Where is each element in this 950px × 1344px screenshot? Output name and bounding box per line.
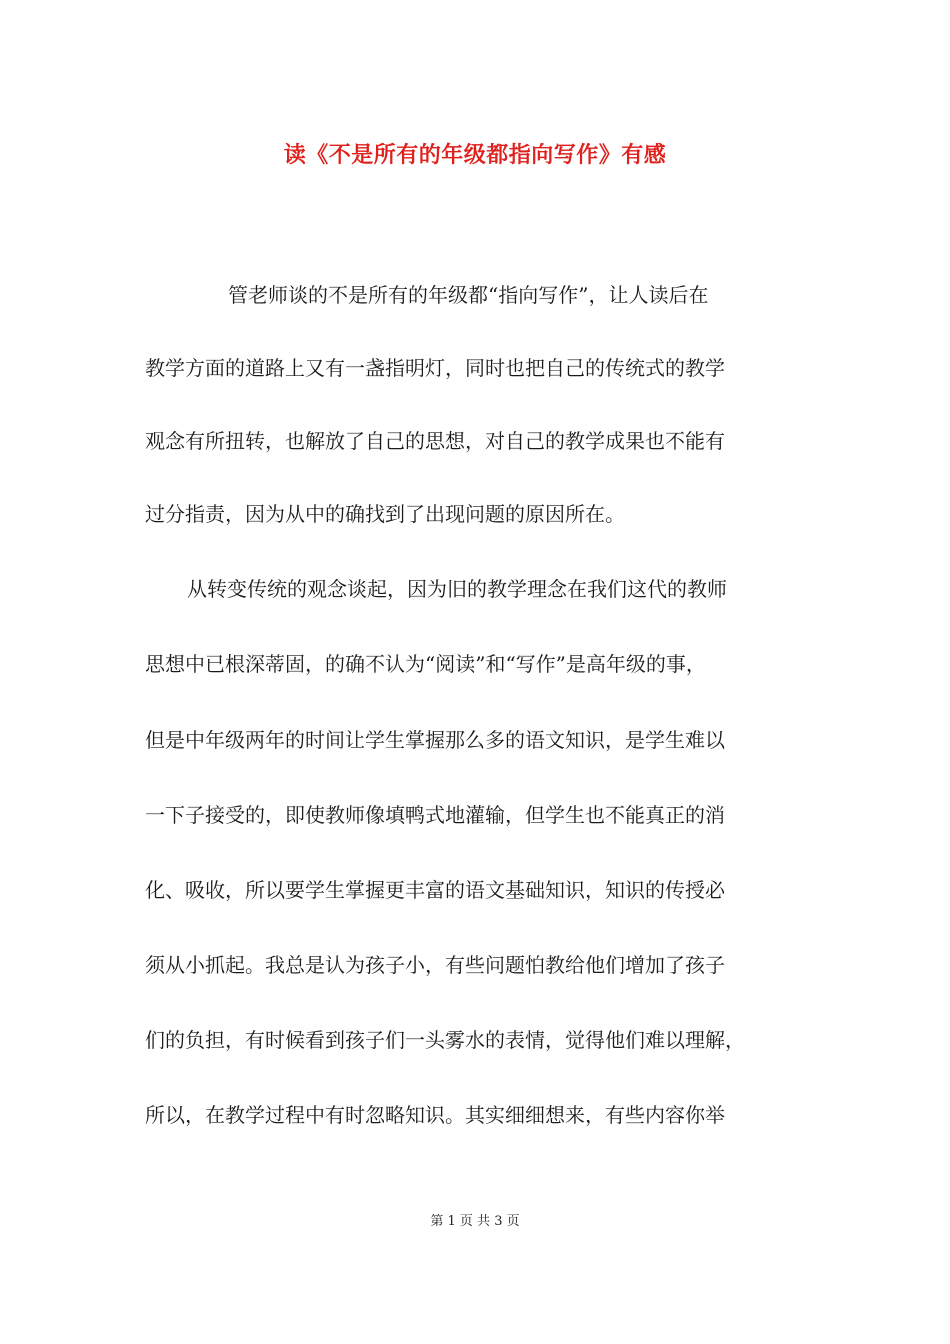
page-footer: 第 1 页 共 3 页: [430, 1214, 520, 1229]
paragraph-line: 过分指责，因为从中的确找到了出现问题的原因所在。: [145, 502, 625, 526]
paragraph-line: 教学方面的道路上又有一盏指明灯，同时也把自己的传统式的教学: [145, 356, 725, 380]
paragraph-line: 们的负担，有时候看到孩子们一头雾水的表情，觉得他们难以理解，: [145, 1028, 745, 1052]
paragraph-line: 所以，在教学过程中有时忽略知识。其实细细想来，有些内容你举: [145, 1103, 725, 1127]
paragraph-line: 观念有所扭转，也解放了自己的思想，对自己的教学成果也不能有: [145, 429, 725, 453]
paragraph-line: 但是中年级两年的时间让学生掌握那么多的语文知识，是学生难以: [145, 728, 725, 752]
paragraph-line: 思想中已根深蒂固，的确不认为“阅读”和“写作”是高年级的事，: [145, 652, 706, 676]
paragraph-line: 化、吸收，所以要学生掌握更丰富的语文基础知识，知识的传授必: [145, 878, 725, 902]
paragraph-line: 一下子接受的，即使教师像填鸭式地灌输，但学生也不能真正的消: [145, 803, 725, 827]
paragraph-line: 须从小抓起。我总是认为孩子小，有些问题怕教给他们增加了孩子: [145, 953, 725, 977]
paragraph-line: 从转变传统的观念谈起，因为旧的教学理念在我们这代的教师: [187, 577, 727, 601]
document-title: 读《不是所有的年级都指向写作》有感: [283, 142, 667, 168]
paragraph-line: 管老师谈的不是所有的年级都“指向写作”，让人读后在: [228, 283, 709, 307]
